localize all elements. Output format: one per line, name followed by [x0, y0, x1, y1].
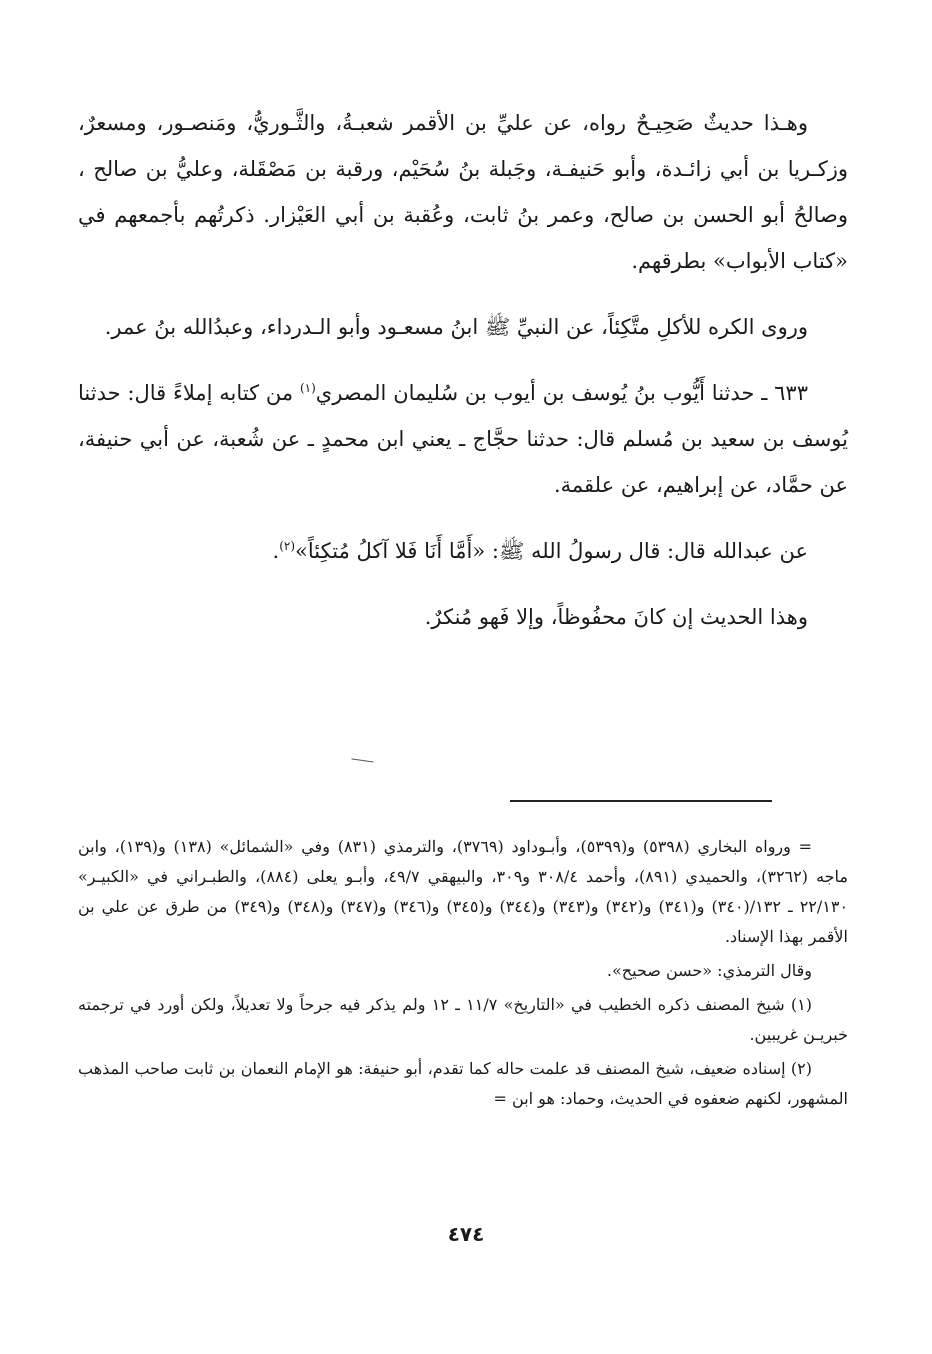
hadith-633-text-end: من كتابه إملاءً قال: حدثنا يُوسف بن سعيد بن مُسلم قال: حدثنا حجَّاج ـ يعني ابن محمدٍ ـ عن شُعبة، عن أبي حنيفة، عن حمَّاد، عن إبراهيم، عن علقمة.: [78, 381, 848, 497]
hadith-633-text-start: ٦٣٣ ـ حدثنا أَيُّوب بنُ يُوسف بن أيوب بن سُليمان المصري: [315, 381, 808, 405]
footnote-1: (١) شيخ المصنف ذكره الخطيب في «التاريخ» ١١/٧ ـ ١٢ ولم يذكر فيه جرحاً ولا تعديلاً، ولكن أورد في ترجمته خبريـن غريبين.: [78, 995, 848, 1044]
footnote-continuation: = ورواه البخاري (٥٣٩٨) و(٥٣٩٩)، وأبـوداود (٣٧٦٩)، والترمذي (٨٣١) وفي «الشمائل» (١٣٨) و(١٣٩)، وابن ماجه (٣٢٦٢)، والحميدي (٨٩١)، وأحمد ٣٠٨/٤ و٣٠٩، والبيهقي ٤٩/٧، وأبـو يعلى (٨٨٤)، والطبـراني في «الكبيـر» ٢٢/١٣٠ ـ ١٣٢/(٣٤٠) و(٣٤١) و(٣٤٢) و(٣٤٣) و(٣٤٤) و(٣٤٥) و(٣٤٦) و(٣٤٧) و(٣٤٨) و(٣٤٩) من طرق عن علي بن الأقمر بهذا الإسناد.: [78, 837, 849, 946]
footnote-divider: [510, 800, 772, 802]
footnote-2: (٢) إسناده ضعيف، شيخ المصنف قد علمت حاله كما تقدم، أبو حنيفة: هو الإمام النعمان بن ثابت صاحب المذهب المشهور، لكنهم ضعفوه في الحديث، وحماد: هو ابن =: [78, 1059, 848, 1108]
paragraph-narrators: وروى الكره للأكلِ متَّكِئاً، عن النبيِّ ﷺ ابنُ مسعـود وأبو الـدرداء، وعبدُالله بنُ عمر.: [104, 315, 808, 339]
main-text: [78, 100, 848, 646]
hadith-matn-text: عن عبدالله قال: قال رسولُ الله ﷺ: «أَمَّا أَنَا فَلا آكلُ مُتكِئاً»: [295, 539, 808, 563]
paragraph-hadith-verdict: وهذا الحديث إن كانَ محفُوظاً، وإلا فَهو مُنكرٌ.: [424, 605, 808, 629]
footnotes: [78, 832, 848, 1118]
paragraph-hadith-633: [78, 370, 848, 508]
paragraph-hadith-commentary: وهـذا حديثٌ صَحِيـحٌ رواه، عن عليِّ بن الأقمر شعبـةُ، والثَّـوريُّ، ومَنصـور، ومسعرٌ، وزكـريا بن أبي زائـدة، وأبو حَنيفـة، وجَبلة بنُ سُحَيْم، ورقبة بن مَصْقَلة، وعليُّ بن صالح ، وصالحُ أبو الحسن بن صالح، وعمر بنُ ثابت، وعُقبة بن أبي العَيْزار. ذكرتُهم بأجمعهم في «كتاب الأبواب» بطرقهم.: [78, 111, 848, 273]
footnote-ref-2[interactable]: (٢): [279, 539, 296, 553]
page-number: ٤٧٤: [447, 1222, 485, 1246]
hadith-matn-end: .: [272, 539, 280, 563]
paragraph-hadith-matn: [78, 528, 848, 574]
decorative-mark: [351, 751, 374, 763]
footnote-tirmidhi: وقال الترمذي: «حسن صحيح».: [606, 961, 812, 980]
footnote-ref-1[interactable]: (١): [299, 381, 316, 395]
